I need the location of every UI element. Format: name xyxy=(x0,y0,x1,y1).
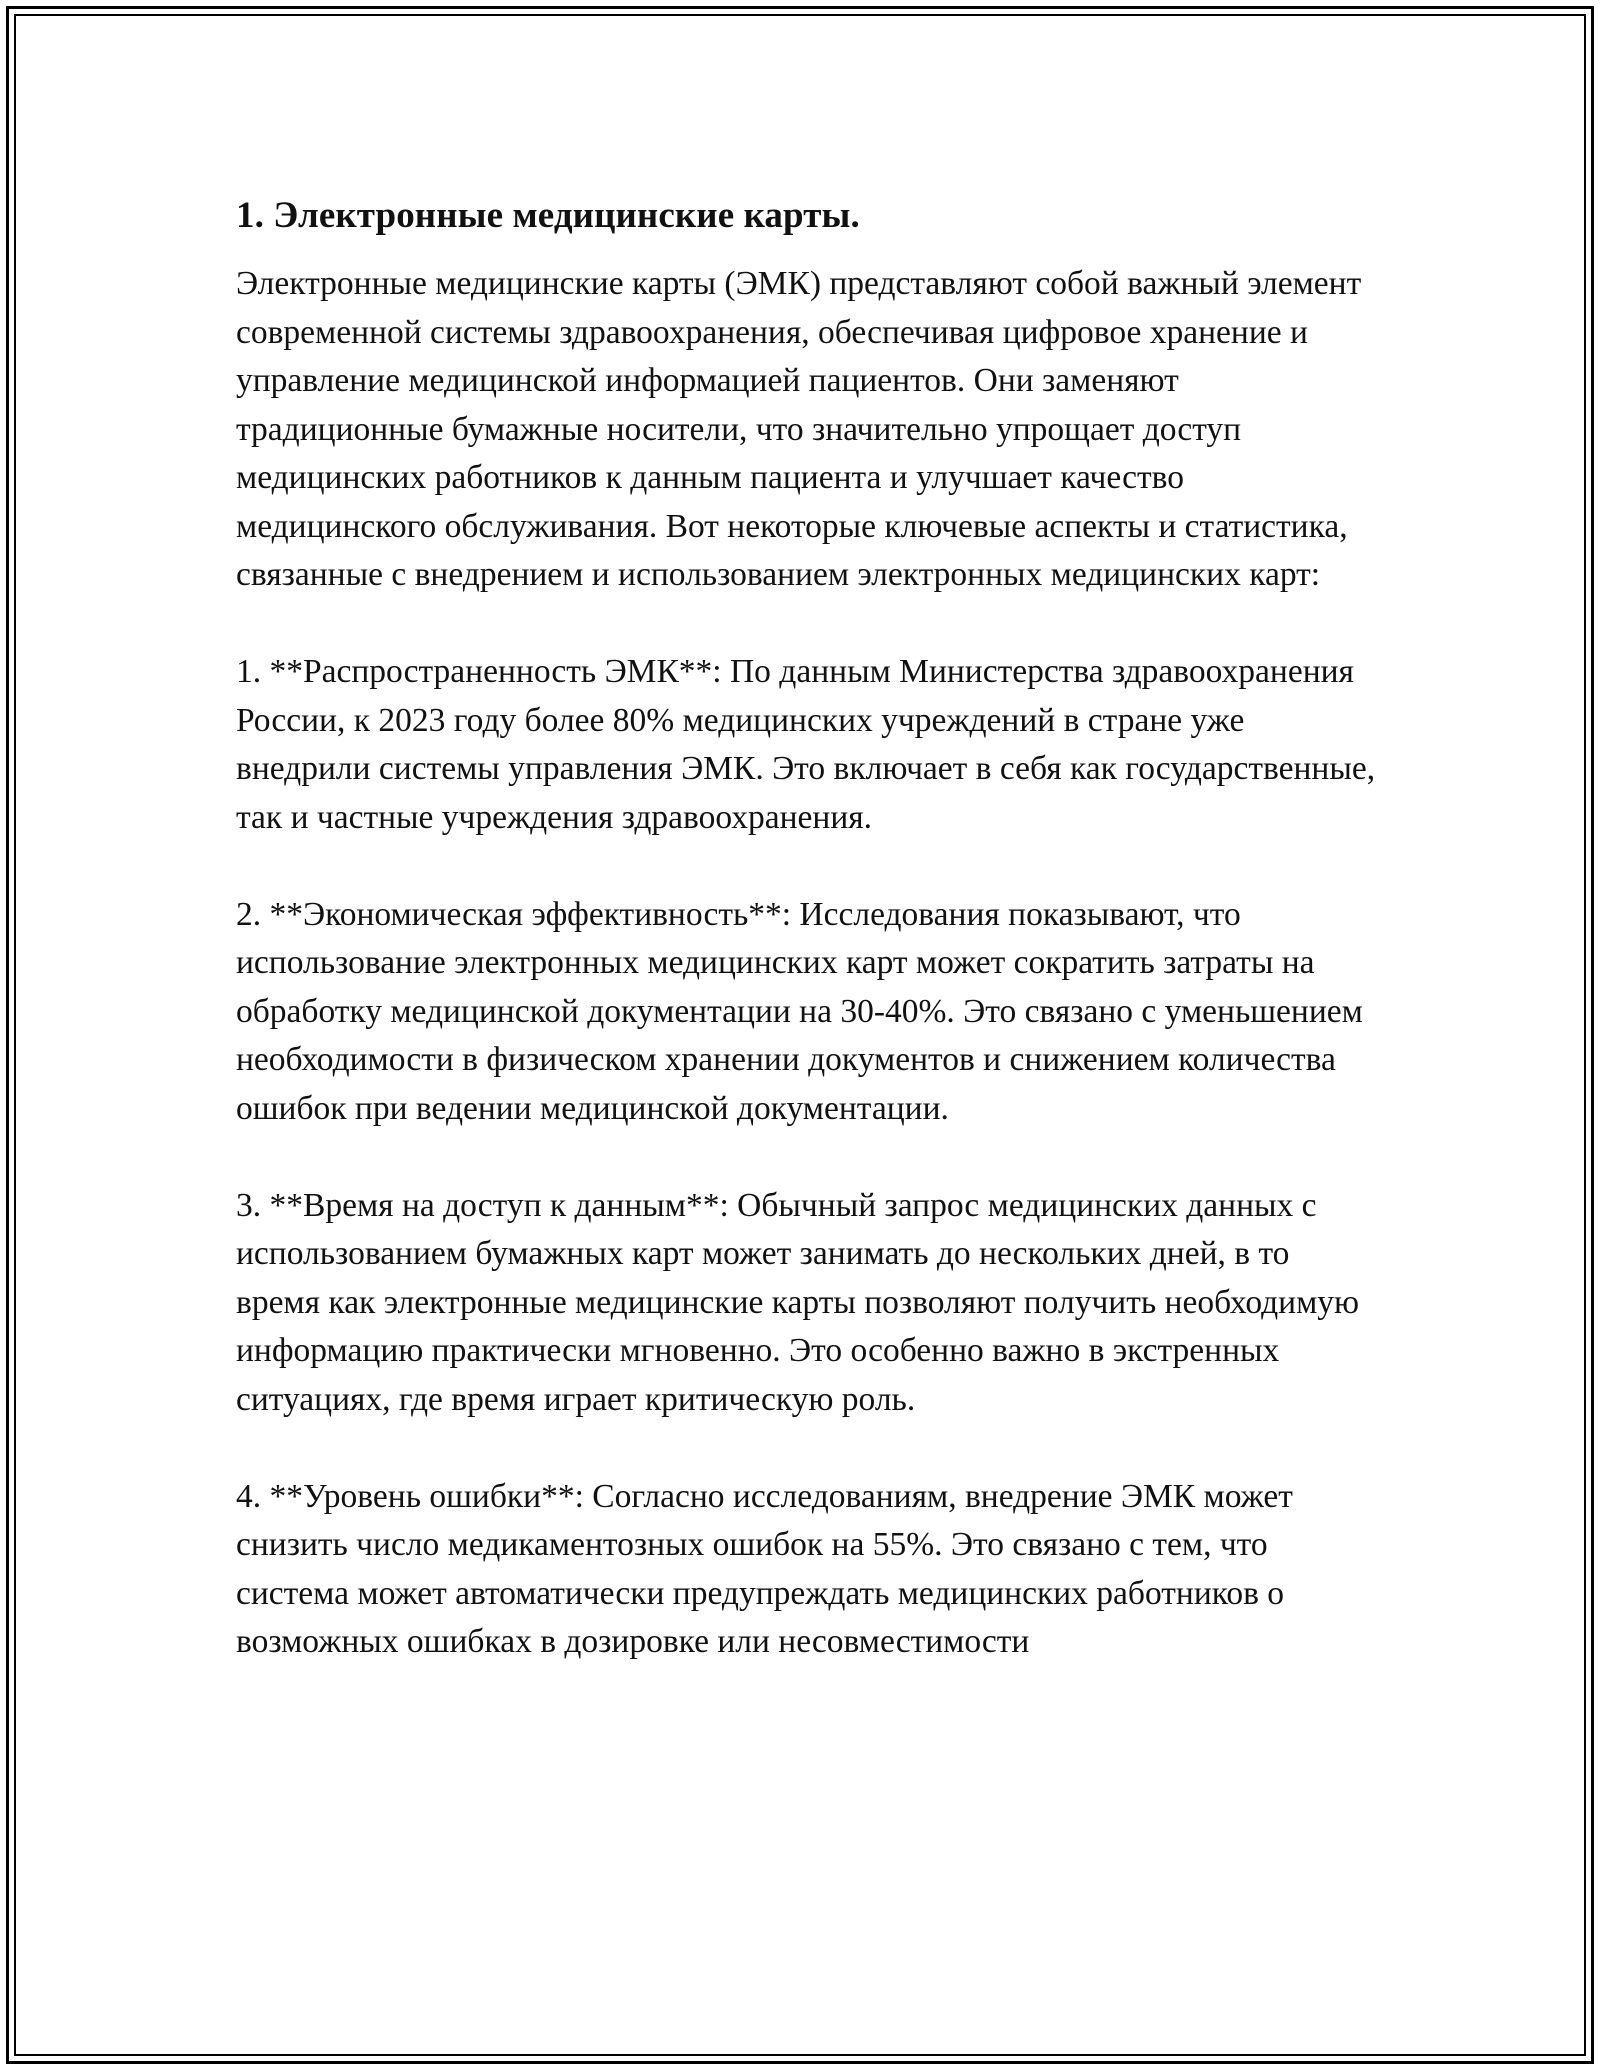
document-body xyxy=(236,186,1376,1667)
list-item-prevalence: 1. **Распространенность ЭМК**: По данным Министерства здравоохранения России, к 2023 году более 80% медицинских учреждений в стране уже внедрили системы управления ЭМК. Это включает в себя как государственные, так и частные учреждения здравоохранения. xyxy=(236,653,1376,836)
list-item-error-rate: 4. **Уровень ошибки**: Согласно исследованиям, внедрение ЭМК может снизить число медикаментозных ошибок на 55%. Это связано с тем, что система может автоматически предупреждать медицинских работников о возможных ошибках в дозировке или несовместимости xyxy=(236,1477,1293,1660)
list-item-data-access-time: 3. **Время на доступ к данным**: Обычный запрос медицинских данных с использованием бумажных карт может занимать до нескольких дней, в то время как электронные медицинские карты позволяют получить необходимую информацию практически мгновенно. Это особенно важно в экстренных ситуациях, где время играет критическую роль. xyxy=(236,1186,1360,1418)
intro-paragraph: Электронные медицинские карты (ЭМК) представляют собой важный элемент современной системы здравоохранения, обеспечивая цифровое хранение и управление медицинской информацией пациентов. Они заменяют традиционные бумажные носители, что значительно упрощает доступ медицинских работников к данным пациента и улучшает качество медицинского обслуживания. Вот некоторые ключевые аспекты и статистика, связанные с внедрением и использованием электронных медицинских карт: xyxy=(236,265,1362,593)
list-item-economic-efficiency: 2. **Экономическая эффективность**: Исследования показывают, что использование электронных медицинских карт может сократить затраты на обработку медицинской документации на 30-40%. Это связано с уменьшением необходимости в физическом хранении документов и снижением количества ошибок при ведении медицинской документации. xyxy=(236,895,1363,1127)
section-heading: 1. Электронные медицинские карты. xyxy=(236,195,860,236)
